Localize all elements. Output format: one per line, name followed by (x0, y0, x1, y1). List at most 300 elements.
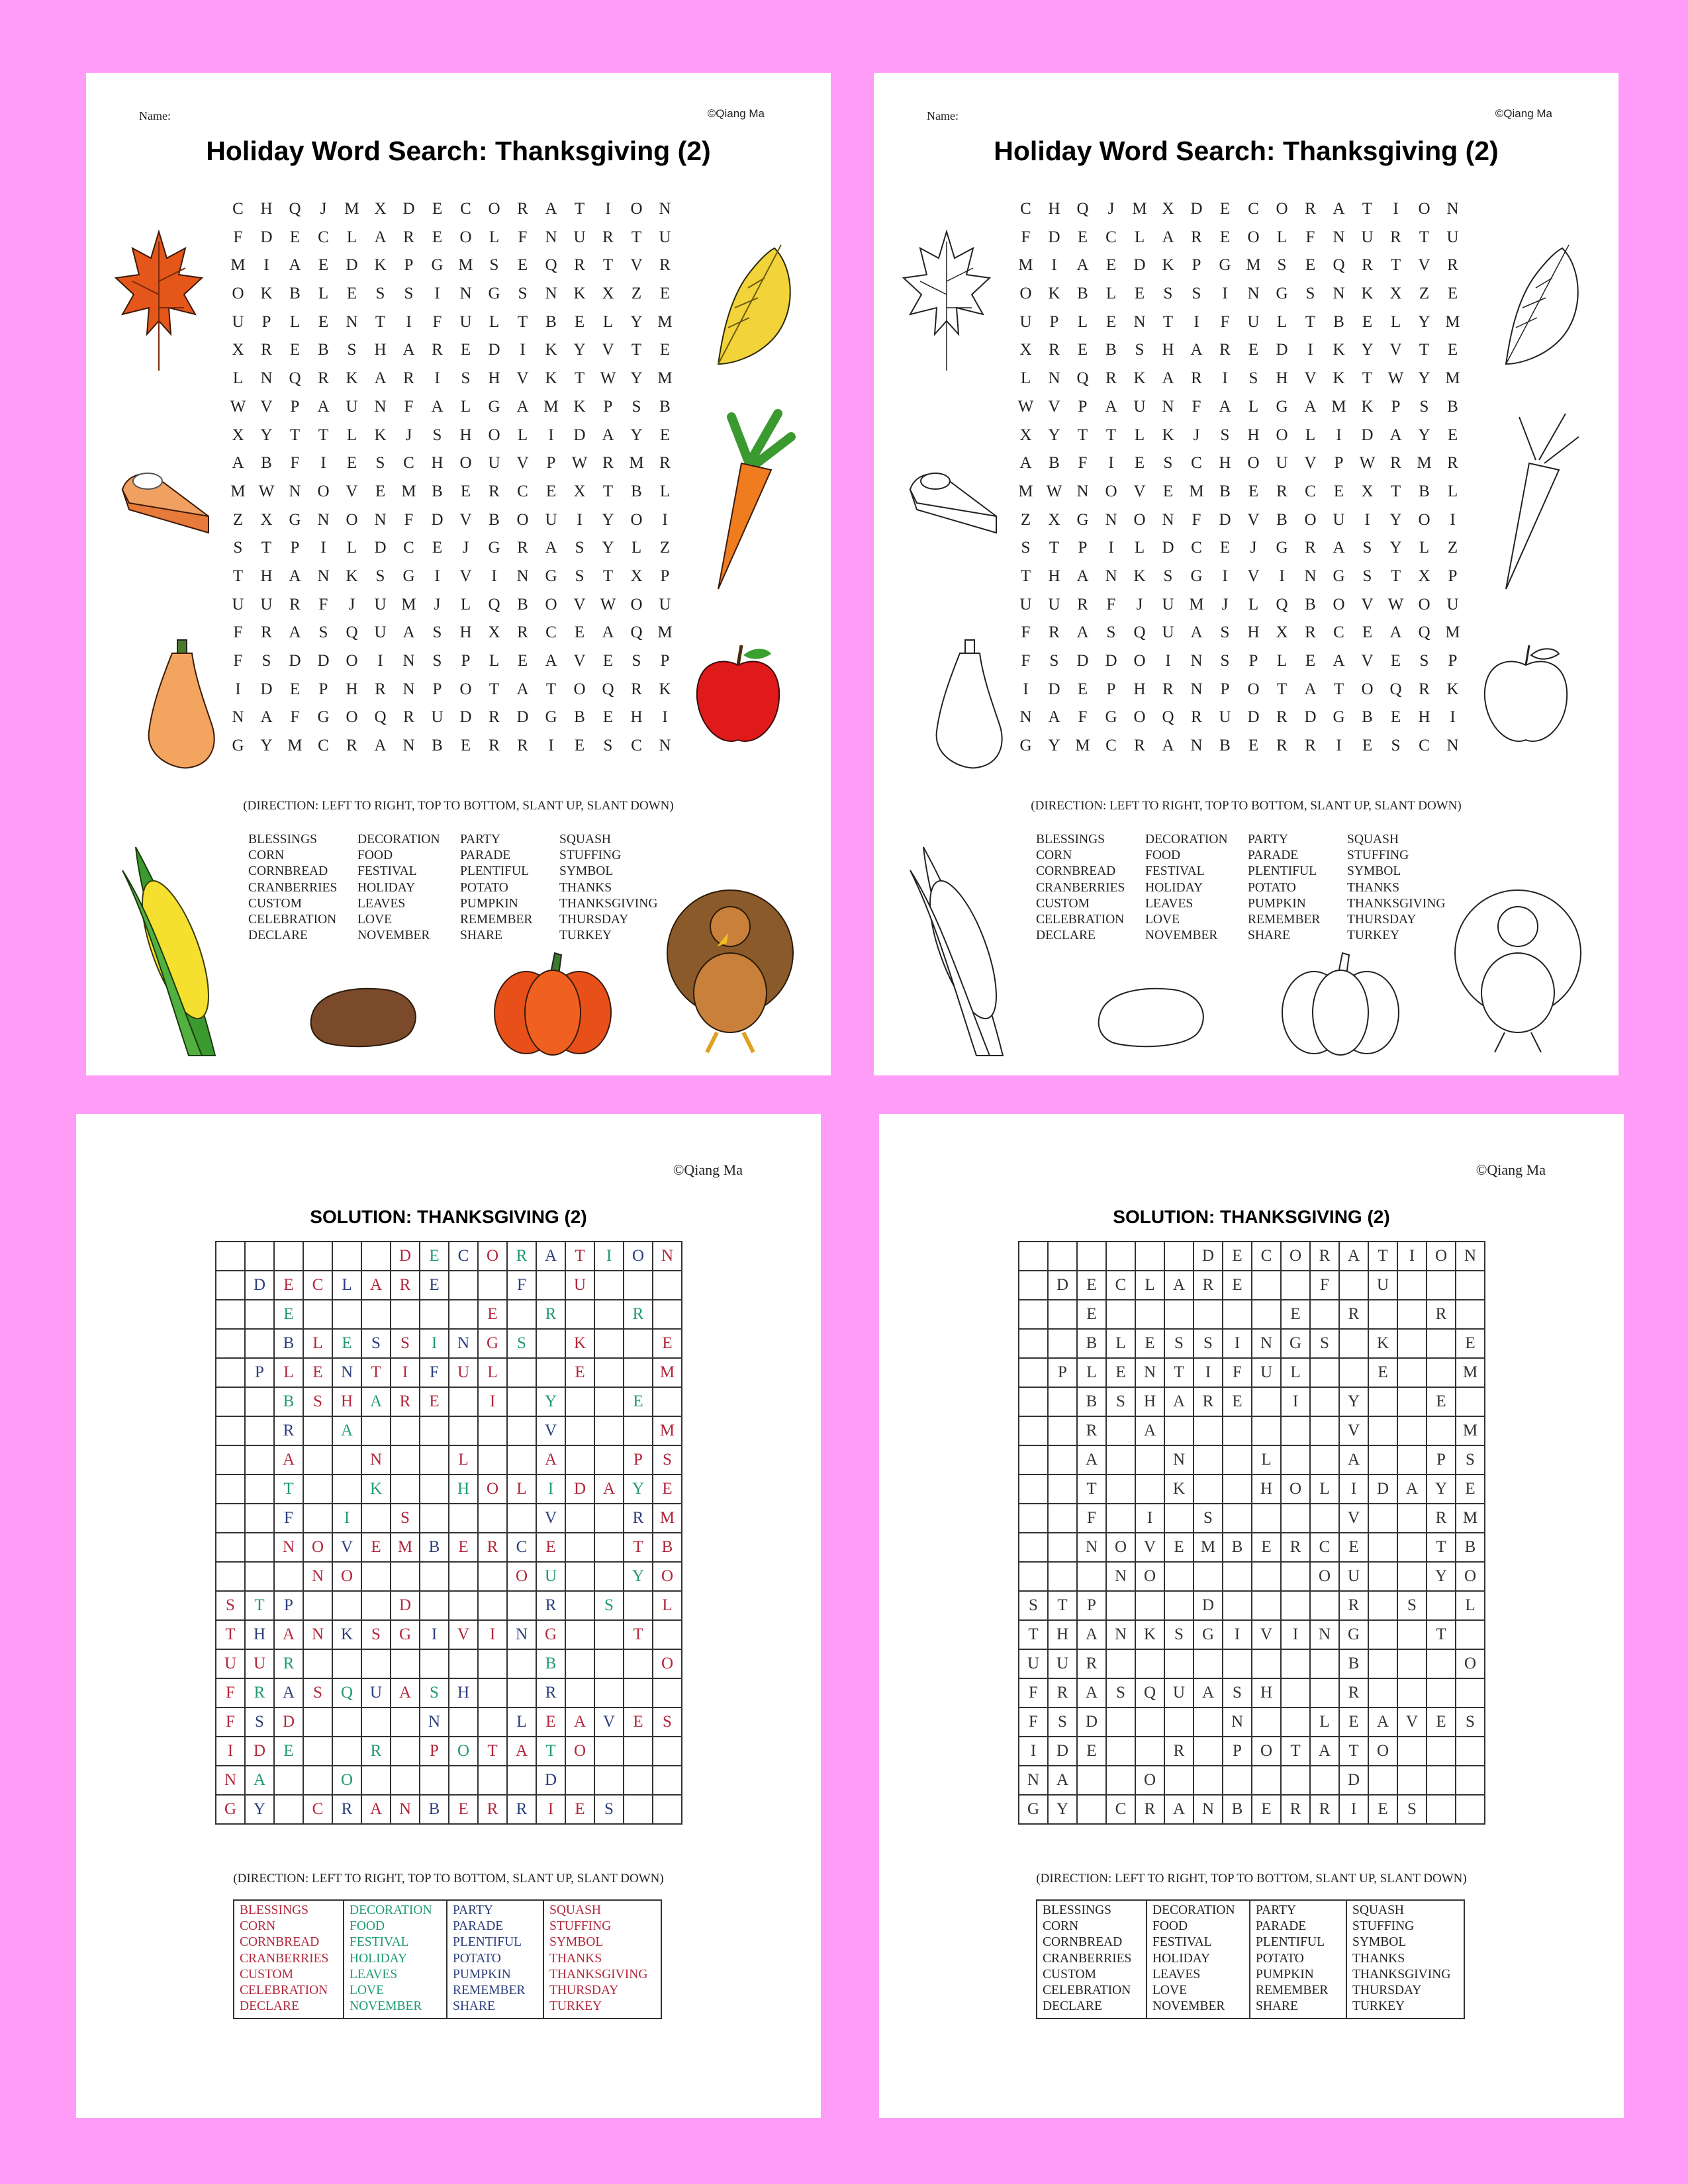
solution-cell: I (1339, 1475, 1368, 1504)
grid-letter: M (458, 256, 473, 275)
grid-letter: L (1248, 397, 1259, 416)
grid-letter: V (602, 341, 614, 359)
grid-letter: X (374, 200, 387, 218)
solution-cell (1252, 1300, 1281, 1329)
word-item: FESTIVAL (350, 1935, 409, 1950)
grid-letter: O (488, 426, 500, 444)
solution-cell: I (1194, 1358, 1223, 1387)
solution-cell: C (449, 1242, 478, 1271)
solution-cell (1223, 1416, 1252, 1445)
word-item: PARADE (1256, 1919, 1307, 1934)
grid-letter: E (289, 680, 301, 698)
grid-letter: E (432, 228, 443, 246)
word-item: THANKS (1347, 880, 1400, 895)
solution-cell: O (1135, 1562, 1164, 1591)
solution-cell (1281, 1649, 1310, 1678)
solution-cell: E (1427, 1707, 1456, 1737)
grid-letter: R (346, 737, 357, 755)
solution-cell (653, 1300, 682, 1329)
grid-letter: C (1248, 200, 1259, 218)
solution-cell: S (1164, 1620, 1194, 1649)
grid-letter: M (1189, 595, 1204, 614)
solution-cell: H (449, 1678, 478, 1707)
solution-cell: O (1281, 1242, 1310, 1271)
solution-cell: T (1281, 1737, 1310, 1766)
grid-letter: B (1219, 482, 1231, 500)
solution-cell (565, 1416, 594, 1445)
solution-cell (1223, 1445, 1252, 1475)
grid-letter: O (1019, 285, 1032, 303)
solution-cell: A (274, 1620, 303, 1649)
grid-letter: R (1077, 595, 1088, 614)
word-item: PLENTIFUL (1256, 1935, 1325, 1950)
grid-letter: Z (1020, 510, 1031, 529)
grid-letter: T (1105, 426, 1117, 444)
grid-letter: L (1305, 426, 1316, 444)
grid-letter: E (432, 200, 443, 218)
grid-letter: C (403, 539, 414, 557)
grid-letter: F (1078, 708, 1088, 727)
solution-cell: O (1427, 1242, 1456, 1271)
name-label: Name: (927, 109, 959, 122)
grid-letter: H (1418, 708, 1430, 727)
grid-row (224, 563, 679, 591)
solution-cell (1135, 1445, 1164, 1475)
solution-cell (1135, 1300, 1164, 1329)
grid-letter: Z (1447, 539, 1458, 557)
solution-cell: N (274, 1533, 303, 1562)
grid-letter: S (432, 652, 442, 670)
solution-cell: E (1223, 1242, 1252, 1271)
grid-letter: W (258, 482, 275, 500)
grid-letter: E (517, 256, 528, 275)
word-item: TURKEY (1347, 929, 1400, 943)
grid-letter: O (1304, 510, 1317, 529)
grid-letter: Y (1361, 341, 1374, 359)
solution-cell (420, 1475, 449, 1504)
solution-cell: R (624, 1504, 653, 1533)
solution-row (216, 1562, 682, 1591)
grid-letter: L (517, 426, 528, 444)
solution-cell (303, 1707, 332, 1737)
grid-letter: S (1163, 454, 1173, 473)
grid-letter: D (402, 200, 415, 218)
grid-letter: A (232, 454, 244, 473)
solution-cell (1339, 1271, 1368, 1300)
solution-cell (536, 1358, 565, 1387)
grid-letter: D (1105, 652, 1117, 670)
copyright: ©Qiang Ma (707, 107, 765, 120)
solution-cell: C (1310, 1533, 1339, 1562)
solution-cell (653, 1737, 682, 1766)
solution-cell (653, 1387, 682, 1416)
grid-letter: Y (260, 426, 273, 444)
grid-letter: D (289, 652, 301, 670)
grid-letter: B (631, 482, 642, 500)
grid-letter: E (1077, 680, 1088, 698)
grid-letter: A (402, 623, 415, 642)
solution-cell: Y (1339, 1387, 1368, 1416)
solution-cell: S (1194, 1504, 1223, 1533)
grid-letter: E (1305, 652, 1316, 670)
grid-letter: X (602, 285, 614, 303)
grid-letter: V (1247, 510, 1260, 529)
solution-cell: E (624, 1707, 653, 1737)
grid-letter: E (1248, 341, 1259, 359)
grid-letter: I (1336, 737, 1342, 755)
word-item: PUMPKIN (453, 1967, 511, 1981)
grid-letter: N (1190, 737, 1203, 755)
grid-letter: D (488, 341, 500, 359)
grid-letter: F (290, 708, 300, 727)
grid-letter: P (1106, 680, 1116, 698)
grid-letter: R (289, 595, 301, 614)
grid-letter: M (629, 454, 644, 473)
grid-letter: D (1076, 652, 1089, 670)
solution-cell: C (303, 1271, 332, 1300)
grid-letter: Q (488, 595, 500, 614)
solution-cell: L (507, 1707, 536, 1737)
grid-row (224, 195, 679, 224)
grid-letter: R (602, 228, 614, 246)
solution-cell (1019, 1475, 1048, 1504)
grid-letter: T (1390, 256, 1401, 275)
solution-cell (1397, 1329, 1427, 1358)
grid-letter: L (1276, 228, 1288, 246)
copyright: ©Qiang Ma (673, 1161, 743, 1178)
grid-row (224, 224, 679, 252)
grid-letter: F (404, 510, 414, 529)
solution-cell: E (1223, 1271, 1252, 1300)
grid-letter: J (1221, 595, 1229, 614)
solution-cell: G (1019, 1795, 1048, 1824)
solution-cell: M (1456, 1504, 1485, 1533)
solution-cell (594, 1737, 624, 1766)
grid-letter: H (1048, 200, 1060, 218)
grid-letter: Y (1389, 510, 1402, 529)
grid-letter: M (1018, 256, 1033, 275)
solution-cell: S (1194, 1329, 1223, 1358)
grid-letter: I (491, 567, 497, 585)
solution-grid (215, 1241, 682, 1825)
grid-letter: I (1307, 341, 1313, 359)
grid-letter: P (432, 680, 442, 698)
word-column (1037, 1900, 1147, 2019)
grid-letter: R (659, 256, 671, 275)
solution-cell: A (1135, 1416, 1164, 1445)
solution-cell: G (1339, 1620, 1368, 1649)
grid-letter: F (233, 228, 243, 246)
grid-letter: N (317, 567, 330, 585)
word-item: FESTIVAL (1145, 864, 1205, 879)
grid-letter: H (346, 680, 358, 698)
solution-cell (478, 1678, 507, 1707)
grid-letter: A (289, 623, 301, 642)
solution-cell: A (1164, 1387, 1194, 1416)
word-item: CELEBRATION (240, 1983, 328, 1998)
grid-letter: S (1049, 652, 1059, 670)
grid-letter: S (375, 567, 385, 585)
grid-letter: O (1276, 200, 1288, 218)
grid-letter: L (1020, 369, 1031, 388)
grid-letter: Q (1076, 369, 1089, 388)
word-item: THURSDAY (1347, 913, 1417, 927)
grid-letter: V (1304, 369, 1317, 388)
solution-cell: O (478, 1242, 507, 1271)
solution-cell: N (1106, 1562, 1135, 1591)
solution-cell: E (449, 1533, 478, 1562)
grid-letter: Y (602, 539, 614, 557)
grid-letter: U (260, 595, 273, 614)
grid-letter: F (404, 397, 414, 416)
solution-cell: R (1164, 1737, 1194, 1766)
solution-cell (565, 1533, 594, 1562)
solution-cell (1048, 1504, 1077, 1533)
word-item: SYMBOL (1352, 1935, 1407, 1950)
grid-letter: E (1219, 200, 1231, 218)
grid-letter: P (1192, 256, 1201, 275)
grid-letter: D (346, 256, 358, 275)
solution-cell: A (507, 1737, 536, 1766)
grid-letter: E (602, 708, 614, 727)
solution-cell (565, 1620, 594, 1649)
grid-letter: L (346, 426, 357, 444)
word-item: THANKS (559, 880, 612, 895)
solution-cell: B (1077, 1329, 1106, 1358)
solution-cell (216, 1475, 245, 1504)
grid-letter: T (232, 567, 244, 585)
solution-cell: A (274, 1678, 303, 1707)
solution-cell: H (245, 1620, 274, 1649)
word-item: CUSTOM (248, 896, 302, 911)
grid-letter: H (374, 341, 387, 359)
solution-cell (361, 1766, 391, 1795)
grid-letter: X (1019, 341, 1032, 359)
solution-cell: N (1106, 1620, 1135, 1649)
word-item: DECLARE (240, 1999, 299, 2014)
solution-cell (1019, 1271, 1048, 1300)
solution-cell: Y (536, 1387, 565, 1416)
word-item: SYMBOL (549, 1935, 604, 1950)
solution-cell: I (391, 1358, 420, 1387)
grid-letter: M (657, 369, 673, 388)
solution-cell (1019, 1387, 1048, 1416)
solution-cell: F (1019, 1707, 1048, 1737)
solution-row (216, 1271, 682, 1300)
solution-cell (391, 1300, 420, 1329)
solution-cell: Y (1427, 1475, 1456, 1504)
solution-row (216, 1416, 682, 1445)
grid-letter: S (1362, 539, 1372, 557)
solution-cell (420, 1416, 449, 1445)
grid-letter: R (261, 341, 272, 359)
solution-cell: L (332, 1271, 361, 1300)
solution-cell: S (245, 1707, 274, 1737)
grid-letter: C (545, 623, 557, 642)
solution-cell (507, 1300, 536, 1329)
solution-cell (216, 1416, 245, 1445)
solution-cell (1077, 1242, 1106, 1271)
grid-letter: B (1305, 595, 1316, 614)
grid-letter: I (1165, 652, 1171, 670)
grid-letter: E (574, 737, 585, 755)
solution-cell (478, 1649, 507, 1678)
grid-letter: L (232, 369, 244, 388)
solution-cell: D (1048, 1737, 1077, 1766)
grid-letter: D (516, 708, 529, 727)
grid-letter: P (318, 680, 328, 698)
solution-cell (624, 1649, 653, 1678)
solution-cell (361, 1300, 391, 1329)
grid-letter: L (1077, 312, 1088, 331)
grid-letter: N (1247, 285, 1260, 303)
grid-row (1011, 534, 1467, 563)
solution-cell (565, 1591, 594, 1620)
grid-letter: C (1419, 737, 1430, 755)
grid-letter: E (1134, 285, 1145, 303)
solution-cell (274, 1795, 303, 1824)
grid-letter: D (1361, 426, 1374, 444)
solution-row (1019, 1475, 1485, 1504)
grid-letter: O (1133, 708, 1146, 727)
solution-cell: B (274, 1387, 303, 1416)
grid-letter: U (1446, 595, 1459, 614)
grid-letter: N (346, 312, 358, 331)
solution-cell (245, 1562, 274, 1591)
grid-letter: G (1076, 510, 1089, 529)
grid-letter: T (574, 200, 585, 218)
word-item: CRANBERRIES (1036, 880, 1125, 895)
bw-solution-page (879, 1114, 1624, 2118)
solution-cell (245, 1504, 274, 1533)
solution-cell (1456, 1737, 1485, 1766)
solution-cell: G (1281, 1329, 1310, 1358)
grid-letter: N (1304, 567, 1317, 585)
grid-letter: Q (1276, 595, 1288, 614)
grid-letter: R (517, 539, 528, 557)
grid-letter: G (545, 708, 557, 727)
solution-cell: S (1223, 1678, 1252, 1707)
grid-letter: K (659, 680, 671, 698)
word-item: CORNBREAD (1043, 1935, 1123, 1950)
word-item: CRANBERRIES (240, 1951, 329, 1966)
solution-cell: U (1252, 1358, 1281, 1387)
solution-cell: N (1019, 1766, 1048, 1795)
grid-letter: D (1048, 680, 1060, 698)
potato-outline-icon (1092, 979, 1211, 1052)
grid-letter: R (403, 369, 414, 388)
solution-cell (1048, 1329, 1077, 1358)
solution-cell: P (274, 1591, 303, 1620)
solution-cell (594, 1271, 624, 1300)
word-item: CORNBREAD (1036, 864, 1116, 879)
word-column (1346, 1900, 1464, 2019)
solution-cell (303, 1504, 332, 1533)
solution-cell (507, 1416, 536, 1445)
grid-letter: Y (630, 369, 643, 388)
grid-letter: A (1333, 539, 1345, 557)
grid-letter: F (432, 312, 442, 331)
solution-cell: O (303, 1533, 332, 1562)
solution-cell: D (1339, 1766, 1368, 1795)
grid-letter: Z (659, 539, 671, 557)
grid-letter: I (1450, 708, 1456, 727)
solution-cell: I (478, 1620, 507, 1649)
solution-row (1019, 1620, 1485, 1649)
solution-cell (1281, 1504, 1310, 1533)
grid-letter: R (574, 256, 585, 275)
solution-cell: R (391, 1387, 420, 1416)
solution-row (216, 1504, 682, 1533)
grid-row (224, 732, 679, 760)
solution-cell (624, 1795, 653, 1824)
solution-cell: D (565, 1475, 594, 1504)
solution-row (216, 1737, 682, 1766)
grid-letter: O (1247, 454, 1260, 473)
solution-cell (332, 1649, 361, 1678)
grid-letter: L (346, 539, 357, 557)
grid-letter: V (1133, 482, 1146, 500)
copyright: ©Qiang Ma (1495, 107, 1552, 120)
grid-letter: D (1162, 539, 1174, 557)
grid-letter: R (1447, 256, 1458, 275)
grid-letter: O (1247, 680, 1260, 698)
solution-cell (1397, 1387, 1427, 1416)
grid-letter: I (377, 652, 383, 670)
solution-cell (1019, 1445, 1048, 1475)
grid-letter: N (545, 228, 557, 246)
grid-letter: G (488, 539, 500, 557)
solution-cell (1106, 1737, 1135, 1766)
grid-letter: A (1304, 397, 1317, 416)
solution-cell: N (1252, 1329, 1281, 1358)
solution-cell: F (1077, 1504, 1106, 1533)
solution-cell: K (1135, 1620, 1164, 1649)
solution-cell (1427, 1416, 1456, 1445)
solution-cell (1223, 1504, 1252, 1533)
solution-cell: U (216, 1649, 245, 1678)
solution-cell: E (653, 1475, 682, 1504)
solution-cell: P (420, 1737, 449, 1766)
solution-cell (332, 1445, 361, 1475)
grid-letter: S (1248, 369, 1258, 388)
solution-cell (507, 1387, 536, 1416)
word-item: CUSTOM (1036, 896, 1090, 911)
squash-icon (139, 639, 225, 771)
grid-letter: K (545, 369, 557, 388)
grid-letter: I (1108, 454, 1114, 473)
grid-letter: V (1247, 567, 1260, 585)
grid-letter: B (1362, 708, 1373, 727)
solution-cell: S (391, 1329, 420, 1358)
grid-letter: D (459, 708, 472, 727)
solution-cell (1194, 1707, 1223, 1737)
word-item: PARADE (453, 1919, 504, 1934)
solution-cell (1135, 1242, 1164, 1271)
solution-cell: N (1135, 1358, 1164, 1387)
solution-row (216, 1475, 682, 1504)
solution-cell: L (1310, 1707, 1339, 1737)
word-item: PLENTIFUL (460, 864, 529, 879)
solution-cell: A (1164, 1271, 1194, 1300)
word-column (344, 1900, 447, 2019)
grid-letter: O (459, 228, 472, 246)
solution-cell: D (1048, 1271, 1077, 1300)
solution-cell (594, 1562, 624, 1591)
grid-letter: S (1277, 256, 1287, 275)
pie-slice-outline-icon (904, 467, 1009, 539)
grid-letter: C (460, 200, 471, 218)
